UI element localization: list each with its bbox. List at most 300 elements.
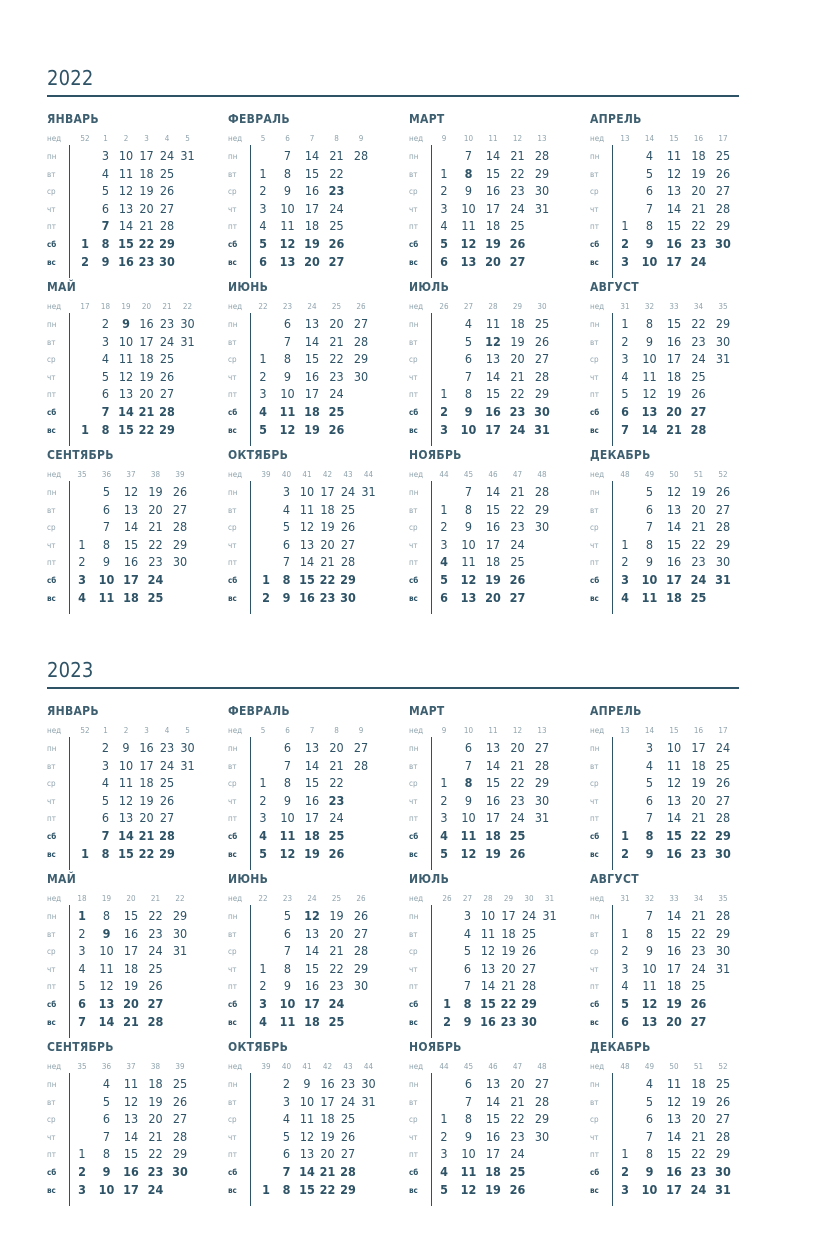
day-number: 21: [139, 218, 154, 233]
weekday-label: пт: [409, 1150, 418, 1159]
day-number: 14: [118, 404, 134, 419]
week-number: 45: [463, 1062, 474, 1071]
day-number: 12: [666, 166, 682, 181]
day-number: 18: [304, 404, 320, 419]
day-number: 4: [78, 590, 86, 605]
week-number: 30: [537, 302, 547, 311]
day-number: 16: [666, 1164, 682, 1179]
day-number: 16: [485, 793, 501, 808]
week-number: 31: [544, 894, 555, 903]
weekday-label: пн: [409, 152, 419, 161]
day-number: 11: [280, 218, 295, 233]
day-number: 19: [123, 978, 139, 993]
day-number: 6: [101, 386, 110, 401]
day-number: 23: [148, 554, 163, 569]
weekday-label: вт: [228, 170, 237, 179]
month-name: ИЮНЬ: [228, 280, 269, 294]
weekday-label: пн: [47, 912, 57, 921]
day-number: 21: [510, 484, 525, 499]
day-number: 13: [304, 740, 320, 755]
day-number: 13: [460, 590, 477, 605]
day-number: 25: [159, 351, 175, 366]
day-number: 2: [282, 1076, 291, 1091]
week-number: 9: [441, 726, 447, 735]
day-number: 20: [123, 996, 139, 1011]
day-number: 12: [666, 1094, 682, 1109]
week-divider-line: [69, 737, 70, 870]
weekday-label: чт: [47, 797, 56, 806]
day-number: 1: [78, 908, 86, 923]
day-number: 31: [180, 148, 195, 163]
day-number: 15: [485, 166, 501, 181]
weekday-label: нед: [590, 726, 605, 735]
day-number: 5: [283, 908, 292, 923]
weekday-label: вт: [47, 170, 56, 179]
day-number: 23: [147, 1164, 164, 1179]
day-number: 30: [361, 1076, 376, 1091]
weekday-label: пт: [228, 222, 237, 231]
weekday-label: вс: [409, 426, 418, 435]
day-number: 11: [299, 1111, 315, 1126]
day-number: 27: [715, 793, 731, 808]
day-number: 16: [304, 793, 320, 808]
day-number: 18: [666, 369, 682, 384]
week-number: 26: [439, 302, 449, 311]
weekday-label: нед: [409, 134, 424, 143]
day-number: 20: [501, 961, 516, 976]
day-number: 25: [715, 1076, 731, 1091]
weekday-label: нед: [590, 134, 605, 143]
weekday-label: вс: [47, 258, 56, 267]
day-number: 6: [78, 996, 86, 1011]
weekday-label: вс: [590, 850, 599, 859]
day-number: 1: [259, 961, 267, 976]
day-number: 8: [282, 1182, 291, 1197]
day-number: 16: [485, 1129, 501, 1144]
weekday-label: вс: [409, 1018, 418, 1027]
day-number: 27: [340, 1146, 356, 1161]
day-number: 11: [642, 369, 657, 384]
weekday-label: вт: [409, 170, 418, 179]
day-number: 3: [440, 201, 448, 216]
day-number: 21: [510, 758, 525, 773]
day-number: 24: [690, 254, 707, 269]
day-number: 5: [78, 978, 86, 993]
weekday-label: нед: [228, 302, 243, 311]
week-number: 43: [343, 470, 353, 479]
day-number: 8: [464, 502, 473, 517]
day-number: 27: [328, 254, 345, 269]
month-block: [47, 280, 223, 440]
day-number: 5: [282, 519, 291, 534]
month-block: [590, 448, 766, 608]
day-number: 4: [440, 1164, 448, 1179]
weekday-label: вт: [590, 1098, 599, 1107]
day-number: 27: [172, 502, 188, 517]
day-number: 12: [666, 775, 682, 790]
month-name: МАЙ: [47, 280, 77, 294]
day-number: 8: [464, 1111, 473, 1126]
week-number: 43: [343, 1062, 353, 1071]
day-number: 14: [123, 519, 139, 534]
week-number: 24: [307, 894, 317, 903]
day-number: 20: [510, 740, 525, 755]
day-number: 1: [621, 537, 629, 552]
weekday-label: ср: [47, 523, 56, 532]
day-number: 12: [279, 846, 296, 861]
week-number: 42: [322, 470, 333, 479]
day-number: 17: [666, 351, 682, 366]
day-number: 10: [642, 961, 657, 976]
week-number: 41: [302, 470, 312, 479]
day-number: 21: [329, 334, 344, 349]
day-number: 14: [666, 201, 682, 216]
week-number: 22: [182, 302, 193, 311]
day-number: 18: [139, 351, 154, 366]
day-number: 11: [279, 1014, 296, 1029]
week-number: 18: [100, 302, 111, 311]
day-number: 17: [123, 572, 139, 587]
day-number: 8: [282, 572, 291, 587]
day-number: 27: [353, 926, 369, 941]
day-number: 6: [440, 254, 448, 269]
day-number: 6: [283, 316, 292, 331]
day-number: 11: [98, 590, 115, 605]
day-number: 6: [464, 351, 473, 366]
day-number: 28: [340, 1164, 356, 1179]
day-number: 21: [123, 1014, 139, 1029]
week-number: 18: [77, 894, 87, 903]
week-number: 12: [512, 726, 523, 735]
week-number: 2: [123, 134, 129, 143]
weekday-label: пн: [47, 320, 57, 329]
day-number: 1: [440, 1111, 448, 1126]
day-number: 1: [621, 828, 629, 843]
day-number: 28: [715, 810, 731, 825]
day-number: 26: [340, 1129, 356, 1144]
week-number: 19: [101, 894, 112, 903]
weekday-label: сб: [590, 1000, 600, 1009]
day-number: 1: [440, 775, 448, 790]
weekday-label: вт: [409, 762, 418, 771]
day-number: 29: [159, 422, 175, 437]
day-number: 4: [259, 218, 267, 233]
day-number: 8: [283, 351, 292, 366]
day-number: 22: [690, 828, 707, 843]
weekday-label: пн: [409, 1080, 419, 1089]
day-number: 16: [666, 334, 682, 349]
week-divider-line: [431, 1073, 432, 1206]
weekday-label: вс: [228, 258, 237, 267]
day-number: 12: [641, 996, 658, 1011]
weekday-label: пн: [228, 1080, 238, 1089]
day-number: 15: [480, 996, 496, 1011]
weekday-label: пт: [228, 390, 237, 399]
day-number: 18: [485, 1164, 501, 1179]
week-number: 34: [693, 894, 704, 903]
day-number: 29: [172, 908, 188, 923]
day-number: 3: [621, 351, 629, 366]
month-block: [590, 704, 766, 864]
day-number: 9: [283, 793, 292, 808]
month-block: [47, 872, 223, 1032]
day-number: 11: [460, 1164, 477, 1179]
day-number: 19: [485, 236, 501, 251]
day-number: 19: [320, 519, 335, 534]
day-number: 20: [666, 1014, 682, 1029]
month-name: АВГУСТ: [590, 280, 639, 294]
day-number: 1: [259, 775, 267, 790]
week-number: 11: [488, 134, 498, 143]
week-number: 52: [80, 134, 90, 143]
day-number: 21: [666, 422, 682, 437]
week-number: 17: [80, 302, 90, 311]
day-number: 24: [690, 1182, 707, 1197]
day-number: 9: [283, 978, 292, 993]
weekday-label: вт: [47, 762, 56, 771]
day-number: 24: [715, 740, 731, 755]
day-number: 12: [480, 943, 496, 958]
day-number: 21: [691, 201, 706, 216]
day-number: 24: [510, 1146, 525, 1161]
day-number: 21: [691, 1129, 706, 1144]
week-number: 1: [103, 726, 108, 735]
day-number: 14: [485, 148, 501, 163]
week-number: 31: [620, 302, 630, 311]
week-number: 3: [144, 726, 149, 735]
day-number: 2: [262, 590, 270, 605]
weekday-label: пн: [47, 152, 57, 161]
day-number: 4: [101, 166, 110, 181]
day-number: 29: [353, 961, 369, 976]
day-number: 3: [440, 810, 448, 825]
day-number: 10: [280, 810, 295, 825]
weekday-label: пн: [590, 912, 600, 921]
weekday-label: сб: [228, 1000, 238, 1009]
day-number: 19: [139, 183, 154, 198]
weekday-label: пт: [47, 1150, 56, 1159]
weekday-label: вт: [47, 338, 56, 347]
day-number: 22: [329, 961, 344, 976]
day-number: 8: [102, 1146, 111, 1161]
week-number: 13: [620, 134, 630, 143]
day-number: 6: [440, 590, 448, 605]
weekday-label: вт: [409, 338, 418, 347]
day-number: 15: [123, 1146, 139, 1161]
day-number: 1: [81, 236, 89, 251]
day-number: 1: [81, 846, 89, 861]
day-number: 13: [98, 996, 115, 1011]
day-number: 17: [139, 148, 154, 163]
day-number: 25: [328, 828, 345, 843]
day-number: 28: [521, 978, 537, 993]
day-number: 8: [463, 996, 472, 1011]
week-number: 46: [488, 470, 498, 479]
day-number: 20: [139, 810, 154, 825]
day-number: 2: [259, 369, 267, 384]
day-number: 12: [460, 236, 477, 251]
weekday-label: пн: [228, 152, 238, 161]
week-number: 25: [331, 894, 342, 903]
weekday-label: пн: [590, 744, 600, 753]
weekday-label: пт: [47, 558, 56, 567]
day-number: 28: [534, 484, 550, 499]
day-number: 5: [101, 369, 110, 384]
weekday-label: ср: [47, 779, 56, 788]
day-number: 20: [691, 502, 706, 517]
day-number: 13: [666, 1111, 682, 1126]
day-number: 1: [440, 502, 448, 517]
weekday-label: нед: [409, 302, 424, 311]
day-number: 15: [485, 775, 501, 790]
day-number: 30: [353, 978, 369, 993]
weekday-label: сб: [409, 240, 419, 249]
day-number: 27: [521, 961, 537, 976]
weekday-label: пт: [590, 814, 599, 823]
weekday-label: сб: [228, 576, 238, 585]
weekday-label: пт: [590, 558, 599, 567]
day-number: 24: [159, 758, 175, 773]
day-number: 7: [464, 1094, 473, 1109]
weekday-label: пт: [228, 1150, 237, 1159]
day-number: 18: [510, 316, 525, 331]
day-number: 28: [159, 404, 175, 419]
day-number: 3: [101, 148, 110, 163]
day-number: 8: [645, 218, 654, 233]
weekday-label: вт: [590, 930, 599, 939]
weekday-label: нед: [47, 134, 62, 143]
day-number: 8: [464, 386, 473, 401]
day-number: 20: [510, 351, 525, 366]
week-divider-line: [69, 313, 70, 446]
weekday-label: чт: [47, 205, 56, 214]
day-number: 24: [159, 334, 175, 349]
day-number: 31: [534, 201, 550, 216]
week-number: 13: [620, 726, 630, 735]
day-number: 9: [101, 254, 110, 269]
day-number: 10: [118, 334, 134, 349]
week-number: 52: [80, 726, 90, 735]
week-divider-line: [612, 1073, 613, 1206]
week-number: 37: [126, 470, 136, 479]
day-number: 13: [485, 351, 501, 366]
weekday-label: нед: [47, 894, 62, 903]
day-number: 9: [464, 1129, 473, 1144]
weekday-label: сб: [47, 1168, 57, 1177]
day-number: 10: [642, 351, 657, 366]
week-number: 24: [307, 302, 317, 311]
weekday-label: пт: [590, 390, 599, 399]
week-number: 28: [488, 302, 498, 311]
weekday-label: сб: [590, 240, 600, 249]
week-number: 48: [620, 1062, 630, 1071]
month-name: ИЮЛЬ: [409, 280, 450, 294]
week-number: 25: [331, 302, 342, 311]
weekday-label: пт: [409, 222, 418, 231]
day-number: 29: [172, 1146, 188, 1161]
day-number: 4: [259, 828, 267, 843]
week-number: 15: [669, 726, 679, 735]
day-number: 2: [259, 183, 267, 198]
week-number: 7: [309, 726, 315, 735]
day-number: 27: [715, 1111, 731, 1126]
weekday-label: вс: [228, 850, 237, 859]
day-number: 4: [440, 218, 448, 233]
day-number: 5: [282, 1129, 291, 1144]
day-number: 17: [666, 1182, 682, 1197]
day-number: 6: [102, 1111, 111, 1126]
weekday-label: вт: [228, 506, 237, 515]
day-number: 18: [691, 148, 706, 163]
weekday-label: вс: [228, 1186, 237, 1195]
day-number: 30: [715, 554, 731, 569]
day-number: 4: [282, 1111, 291, 1126]
day-number: 6: [645, 1111, 654, 1126]
weekday-label: пт: [47, 814, 56, 823]
day-number: 13: [118, 201, 134, 216]
day-number: 2: [621, 236, 629, 251]
day-number: 26: [159, 793, 175, 808]
week-divider-line: [250, 481, 251, 614]
week-number: 50: [669, 1062, 679, 1071]
weekday-label: ср: [228, 523, 237, 532]
week-number: 32: [644, 894, 655, 903]
day-number: 11: [123, 1076, 139, 1091]
day-number: 11: [118, 351, 134, 366]
weekday-label: пт: [228, 814, 237, 823]
day-number: 2: [621, 334, 629, 349]
day-number: 16: [485, 183, 501, 198]
day-number: 4: [259, 1014, 267, 1029]
day-number: 7: [621, 422, 629, 437]
weekday-label: чт: [409, 205, 418, 214]
week-number: 9: [358, 726, 364, 735]
week-number: 32: [644, 302, 655, 311]
weekday-label: ср: [47, 947, 56, 956]
weekday-label: сб: [409, 1000, 419, 1009]
day-number: 17: [123, 943, 139, 958]
weekday-label: ср: [590, 779, 599, 788]
day-number: 27: [172, 1111, 188, 1126]
day-number: 23: [138, 254, 155, 269]
day-number: 29: [715, 1146, 731, 1161]
day-number: 22: [691, 926, 706, 941]
day-number: 2: [621, 554, 629, 569]
day-number: 30: [340, 590, 356, 605]
day-number: 14: [480, 978, 496, 993]
day-number: 25: [148, 961, 163, 976]
week-number: 5: [260, 134, 266, 143]
weekday-label: нед: [47, 1062, 62, 1071]
day-number: 21: [691, 810, 706, 825]
weekday-label: сб: [47, 408, 57, 417]
day-number: 3: [463, 908, 472, 923]
day-number: 1: [621, 926, 629, 941]
week-number: 49: [644, 470, 655, 479]
week-number: 8: [334, 134, 339, 143]
day-number: 14: [304, 334, 320, 349]
day-number: 15: [299, 572, 315, 587]
week-number: 35: [77, 1062, 87, 1071]
week-number: 48: [537, 470, 547, 479]
day-number: 28: [353, 758, 369, 773]
day-number: 15: [304, 961, 320, 976]
weekday-label: вс: [47, 850, 56, 859]
week-divider-line: [612, 313, 613, 446]
week-number: 34: [693, 302, 704, 311]
day-number: 7: [464, 758, 473, 773]
day-number: 28: [534, 758, 550, 773]
